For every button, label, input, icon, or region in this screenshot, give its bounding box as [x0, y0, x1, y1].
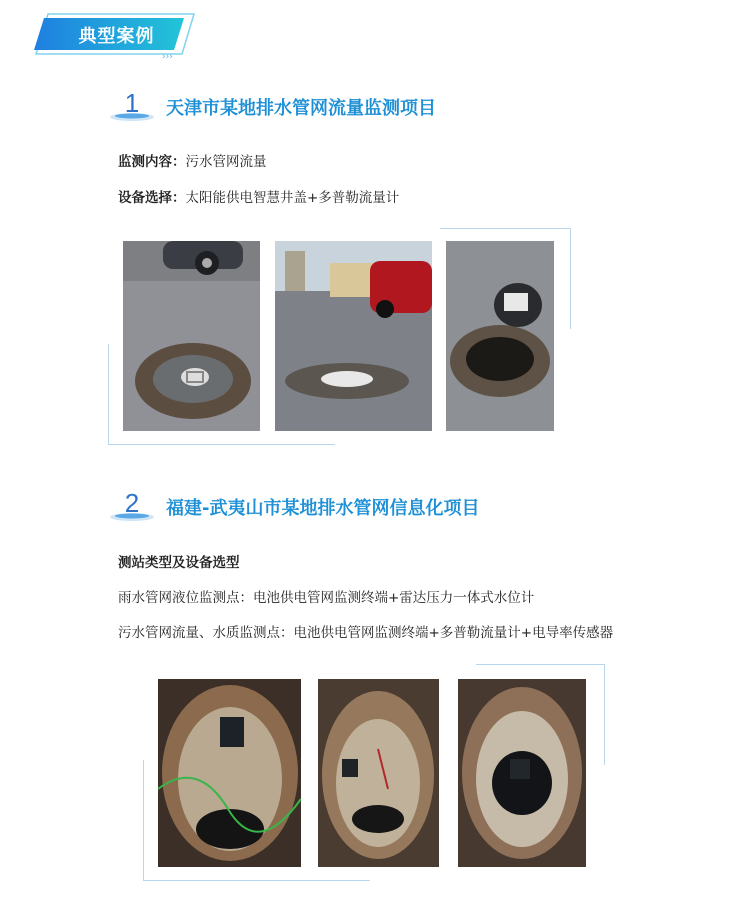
equipment-line	[118, 186, 399, 206]
equipment-label: 设备选择：	[118, 190, 186, 206]
manhole-cover-photo-1	[123, 241, 260, 431]
well-interior-photo-1	[158, 679, 301, 867]
station-type-heading: 测站类型及设备选型	[118, 555, 240, 571]
case-title: 天津市某地排水管网流量监测项目	[166, 98, 436, 119]
section-badge	[34, 12, 199, 60]
case-number: 2	[124, 488, 140, 518]
badge-label: 典型案例	[78, 26, 155, 47]
case-number-marker	[108, 490, 158, 530]
case-number-marker	[108, 90, 158, 130]
svg-text:›››: ›››	[162, 52, 173, 60]
case-title: 福建-武夷山市某地排水管网信息化项目	[166, 498, 480, 519]
case-1-heading	[108, 90, 668, 130]
manhole-open-photo-3	[446, 241, 554, 431]
sewage-monitor-line: 污水管网流量、水质监测点：电池供电管网监测终端+多普勒流量计+电导率传感器	[118, 625, 614, 641]
well-interior-photo-3	[458, 679, 586, 867]
monitor-content-line	[118, 150, 267, 170]
monitor-content-value: 污水管网流量	[185, 154, 267, 170]
case-number: 1	[124, 88, 140, 118]
rainwater-monitor-line: 雨水管网液位监测点：电池供电管网监测终端+雷达压力一体式水位计	[118, 590, 535, 606]
monitor-content-label: 监测内容：	[118, 154, 186, 170]
case-2-heading	[108, 490, 668, 530]
manhole-cover-photo-2	[275, 241, 432, 431]
well-interior-photo-2	[318, 679, 439, 867]
equipment-value: 太阳能供电智慧井盖+多普勒流量计	[185, 190, 400, 206]
